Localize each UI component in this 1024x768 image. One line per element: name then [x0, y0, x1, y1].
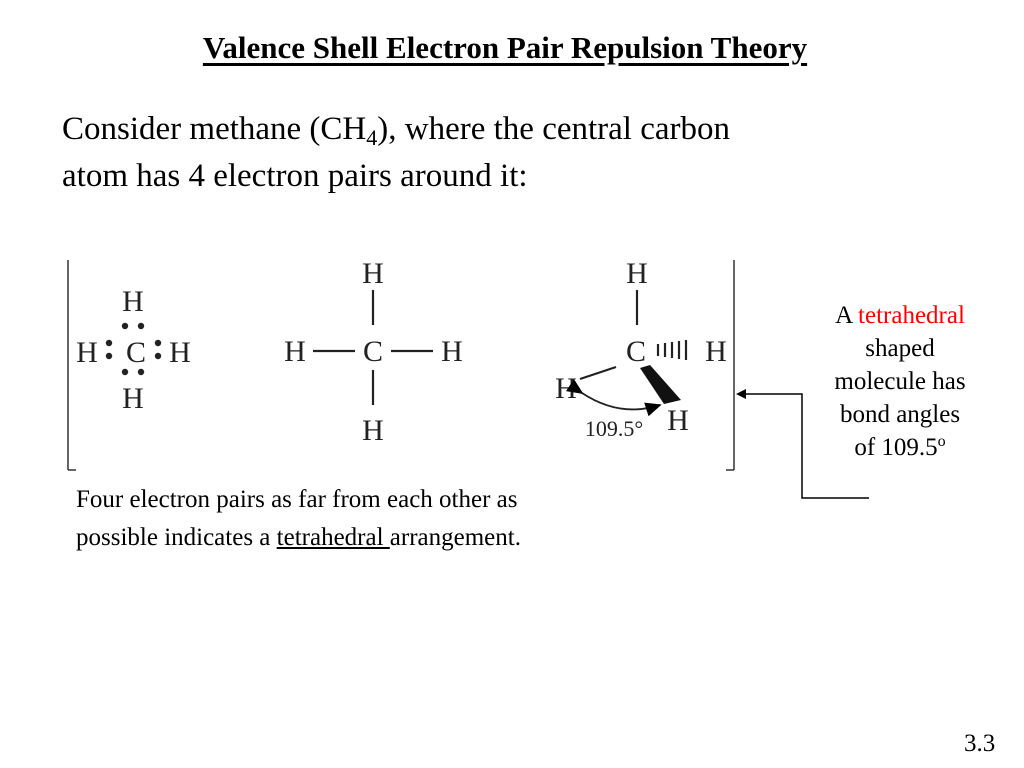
caption-underlined-term: tetrahedral	[276, 524, 390, 551]
side-note-a: A	[835, 302, 859, 329]
line-h-right: H	[441, 335, 463, 368]
side-note-line3: molecule has	[834, 368, 966, 395]
wedge-c: C	[625, 335, 647, 368]
wedge-h-front: H	[667, 404, 689, 437]
side-note-line4: bond angles	[839, 401, 961, 428]
wedge-h-left: H	[555, 372, 577, 405]
side-note-degree: o	[937, 433, 946, 450]
side-note-line5: of 109.5	[854, 434, 938, 461]
side-note-line2: shaped	[865, 335, 935, 362]
intro-line2: atom has 4 electron pairs around it:	[62, 158, 528, 194]
caption-line2-post: arrangement.	[389, 524, 521, 551]
wedge-bond	[640, 365, 681, 404]
caption-line2-pre: possible indicates a	[76, 524, 277, 551]
lewis-h-left: H	[76, 336, 98, 369]
line-h-left: H	[284, 335, 306, 368]
side-note-highlight: tetrahedral	[858, 302, 965, 329]
lewis-structure	[76, 285, 191, 415]
dashed-bond	[658, 340, 686, 360]
lewis-h-bottom: H	[122, 382, 144, 415]
page-number: 3.3	[964, 730, 996, 757]
wedge-h-right: H	[705, 335, 727, 368]
bond-angle-arc	[582, 393, 660, 409]
line-c: C	[362, 335, 384, 368]
lewis-c: C	[125, 336, 147, 369]
side-note	[786, 299, 1014, 464]
line-structure	[284, 257, 463, 447]
caption-text	[76, 481, 736, 557]
bond-angle-label: 109.5°	[584, 416, 644, 441]
intro-subscript: 4	[366, 125, 378, 150]
figure-bracket-left	[68, 260, 76, 470]
wedge-h-top: H	[626, 257, 648, 290]
intro-part1: Consider methane (CH	[62, 111, 367, 147]
intro-part2: ), where the central carbon	[377, 111, 731, 147]
lewis-h-top: H	[122, 285, 144, 318]
wedge-structure	[555, 257, 727, 441]
lewis-h-right: H	[169, 336, 191, 369]
slide-title: Valence Shell Electron Pair Repulsion Theory	[202, 30, 808, 65]
caption-line1: Four electron pairs as far from each other as	[76, 486, 518, 513]
line-h-bottom: H	[362, 414, 384, 447]
line-h-top: H	[362, 257, 384, 290]
wedge-bond-left	[580, 367, 616, 379]
figure-bracket-right	[726, 260, 734, 470]
